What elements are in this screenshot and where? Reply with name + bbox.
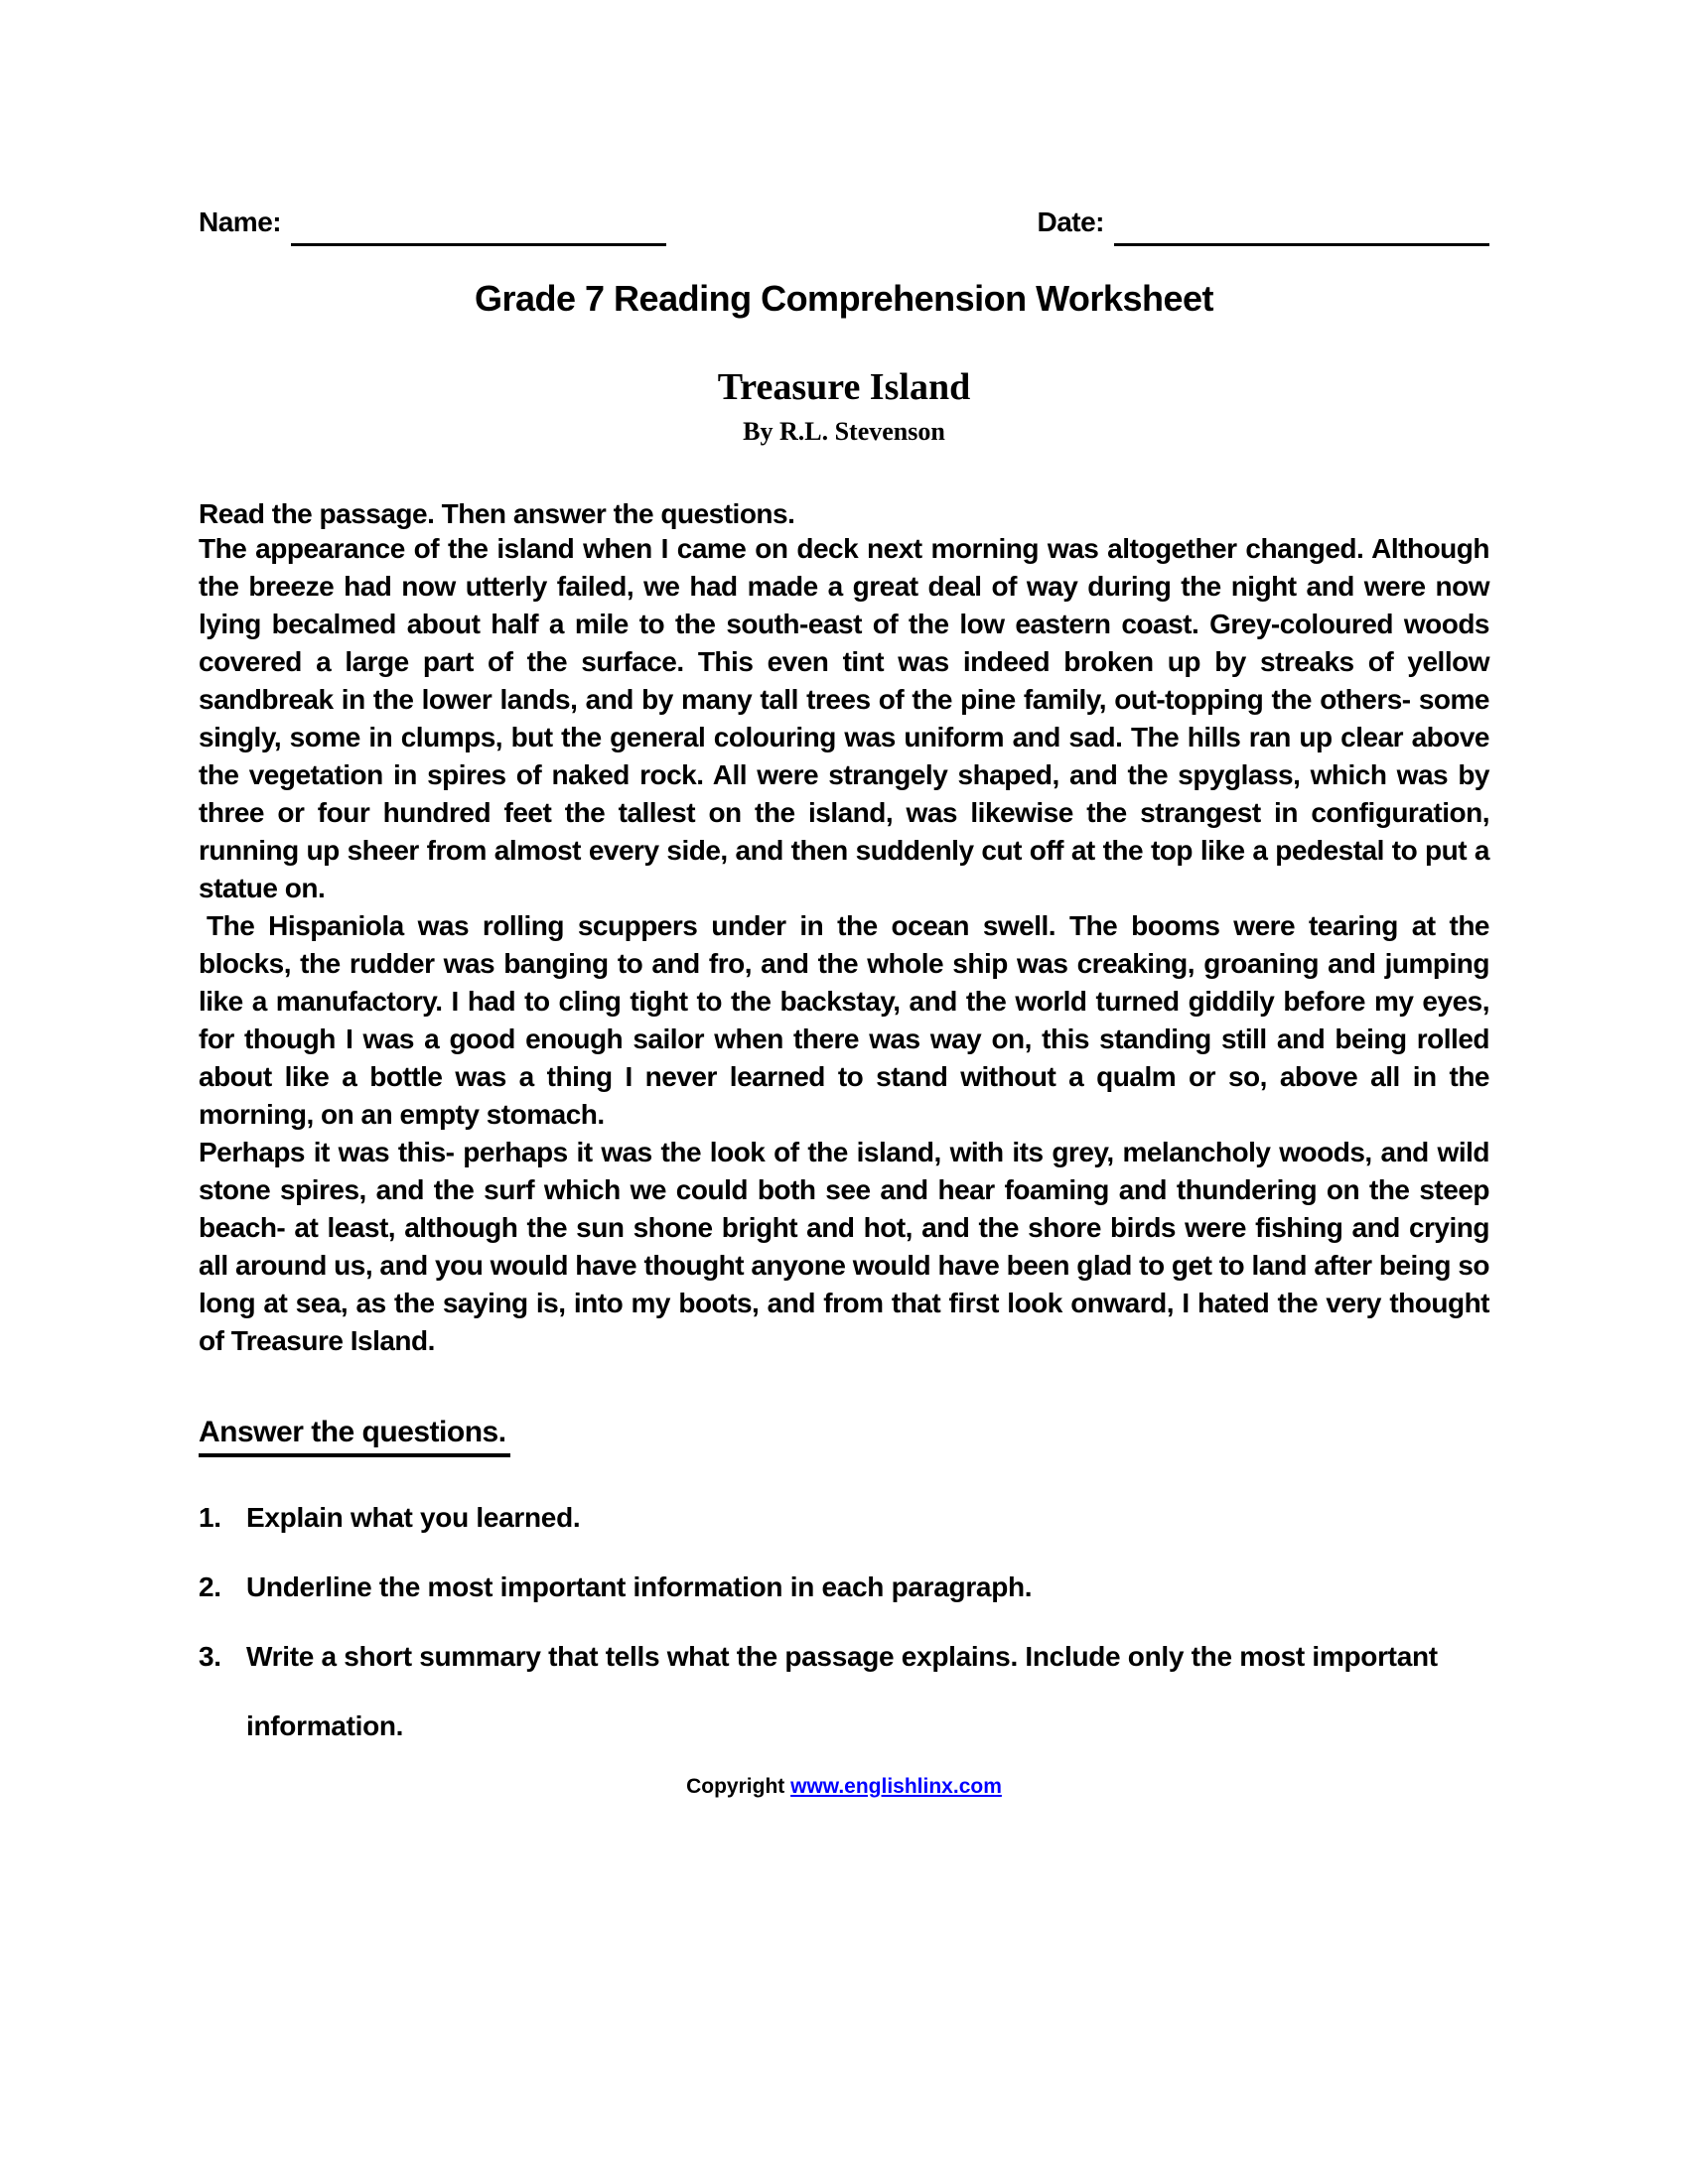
question-text: Write a short summary that tells what the passage explains. Include only the most important information.	[246, 1641, 1438, 1741]
question-number: 1.	[199, 1502, 221, 1533]
name-field	[199, 206, 666, 238]
date-blank-line[interactable]	[1114, 236, 1489, 246]
passage-paragraph-2: The Hispaniola was rolling scuppers under in the ocean swell. The booms were tearing at the blocks, the rudder was banging to and fro, and the whole ship was creaking, groaning and jumping like a manufactory. I had to cling tight to the backstay, and the world turned giddily before my eyes, for though I was a good enough sailor when there was way on, this standing still and being rolled about like a bottle was a thing I never learned to stand without a qualm or so, above all in the morning, on an empty stomach.	[199, 910, 1489, 1130]
question-text: Underline the most important information in each paragraph.	[246, 1571, 1033, 1602]
passage-instructions: Read the passage. Then answer the questions.	[199, 498, 795, 529]
passage-byline: By R.L. Stevenson	[743, 417, 945, 446]
footer	[199, 1775, 1489, 1799]
question-number: 3.	[199, 1641, 221, 1672]
name-blank-line[interactable]	[291, 236, 666, 246]
name-label: Name:	[199, 206, 282, 237]
questions-heading: Answer the questions.	[199, 1416, 510, 1457]
question-item-1	[199, 1483, 1489, 1553]
passage-paragraph-1: The appearance of the island when I came on deck next morning was altogether changed. Although the breeze had now utterly failed, we had made a great deal of way during the night and were now lying becalmed about half a mile to the south-east of the low eastern coast. Grey-coloured woods covered a large part of the surface. This even tint was indeed broken up by streaks of yellow sandbreak in the lower lands, and by many tall trees of the pine family, out-topping the others- some singly, some in clumps, but the general colouring was uniform and sad. The hills ran up clear above the vegetation in spires of naked rock. All were strangely shaped, and the spyglass, which was by three or four hundred feet the tallest on the island, was likewise the strangest in configuration, running up sheer from almost every side, and then suddenly cut off at the top like a pedestal to put a statue on.	[199, 533, 1489, 903]
footer-link[interactable]: www.englishlinx.com	[790, 1775, 1002, 1798]
questions-list	[199, 1483, 1489, 1761]
passage-paragraph-3: Perhaps it was this- perhaps it was the look of the island, with its grey, melancholy woods, and wild stone spires, and the surf which we could both see and hear foaming and thundering on the steep beach- at least, although the sun shone bright and hot, and the shore birds were fishing and crying all around us, and you would have thought anyone would have been glad to get to land after being so long at sea, as the saying is, into my boots, and from that first look onward, I hated the very thought of Treasure Island.	[199, 1137, 1489, 1356]
question-number: 2.	[199, 1571, 221, 1602]
question-item-2	[199, 1553, 1489, 1622]
date-field	[1037, 206, 1489, 238]
date-label: Date:	[1037, 206, 1104, 237]
questions-heading-row	[199, 1416, 1489, 1457]
question-item-3	[199, 1622, 1489, 1761]
name-date-row	[199, 206, 1489, 238]
passage-title: Treasure Island	[717, 366, 971, 408]
worksheet-title: Grade 7 Reading Comprehension Worksheet	[474, 278, 1213, 319]
copyright-label: Copyright	[686, 1775, 785, 1798]
question-text: Explain what you learned.	[246, 1502, 581, 1533]
